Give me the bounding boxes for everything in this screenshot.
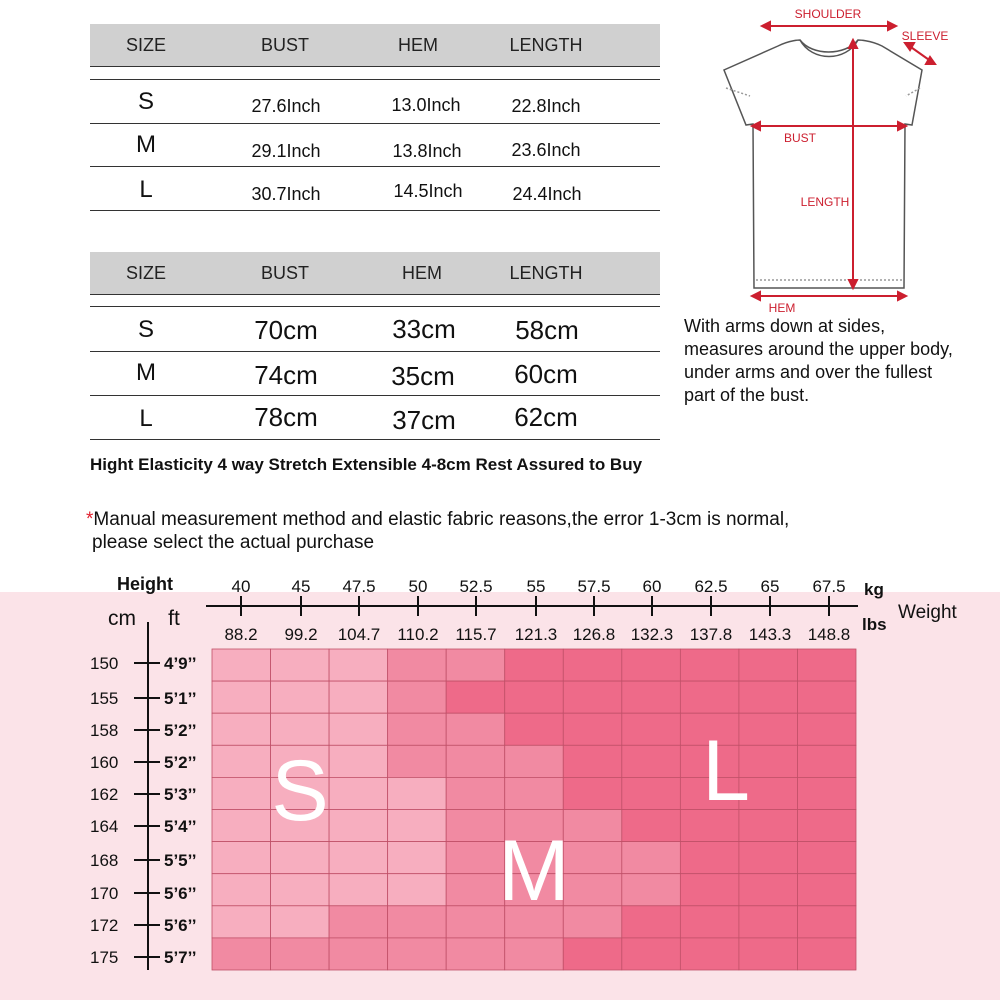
- height-ft-label: 5’6’’: [164, 916, 197, 935]
- size-cell-L: [797, 874, 856, 906]
- size-cell-S: [388, 874, 447, 906]
- measurement-disclaimer: [86, 508, 789, 554]
- lbs-tick-label: 121.3: [514, 625, 558, 644]
- header-hem: HEM: [402, 263, 442, 283]
- size-cell-S: [271, 906, 330, 938]
- size-cell-L: [797, 906, 856, 938]
- size-cell-S: [388, 810, 447, 842]
- size-cell-L: [505, 713, 564, 745]
- size-cell-S: [329, 713, 388, 745]
- size-cell-L: [563, 649, 622, 681]
- size-cell-L: [622, 777, 681, 809]
- size-cell-L: [505, 681, 564, 713]
- height-ft-label: 5’3’’: [164, 785, 197, 804]
- divider: [90, 66, 660, 67]
- bust-description-line: part of the bust.: [684, 385, 810, 405]
- region-label-l: L: [702, 723, 750, 819]
- divider: [90, 351, 660, 352]
- size-cell-L: [739, 938, 798, 970]
- kg-tick-label: 55: [526, 577, 546, 596]
- size-cell: M: [136, 131, 156, 158]
- shoulder-label: SHOULDER: [794, 7, 862, 21]
- height-cm-label: 158: [90, 721, 119, 740]
- size-cell-L: [739, 874, 798, 906]
- height-ft-label: 5’5’’: [164, 851, 197, 870]
- height-cm-label: 168: [90, 851, 119, 870]
- size-cell-L: [622, 649, 681, 681]
- length-cell: 60cm: [514, 359, 578, 389]
- size-cell-L: [797, 938, 856, 970]
- bust-label: BUST: [783, 131, 817, 145]
- size-cell-L: [622, 906, 681, 938]
- weight-axis-title: Weight: [898, 602, 957, 623]
- bust-description-line: measures around the upper body,: [684, 339, 953, 359]
- size-cell-S: [329, 810, 388, 842]
- height-cm-label: 172: [90, 916, 119, 935]
- lbs-tick-label: 104.7: [337, 625, 381, 644]
- lbs-tick-label: 148.8: [807, 625, 851, 644]
- height-ft-label: 5’7’’: [164, 948, 197, 967]
- divider: [90, 439, 660, 440]
- kg-tick-label: 67.5: [812, 577, 846, 596]
- size-cell-M: [388, 906, 447, 938]
- size-cell-L: [739, 906, 798, 938]
- bust-cell: 74cm: [254, 360, 318, 390]
- size-cell-S: [329, 745, 388, 777]
- cm-size-table: [90, 250, 660, 445]
- size-cell-L: [563, 681, 622, 713]
- size-cell-S: [388, 777, 447, 809]
- lbs-tick-label: 132.3: [630, 625, 674, 644]
- size-cell-L: [446, 681, 505, 713]
- size-cell-L: [622, 745, 681, 777]
- header-size: SIZE: [125, 35, 167, 55]
- hem-cell: 13.8Inch: [392, 141, 462, 161]
- size-cell-L: [797, 842, 856, 874]
- kg-tick-label: 62.5: [694, 577, 728, 596]
- size-cell-S: [212, 810, 271, 842]
- height-axis-title: Height: [117, 574, 173, 594]
- bust-cell: 29.1Inch: [251, 141, 321, 161]
- size-cell-M: [329, 906, 388, 938]
- size-cell-L: [622, 713, 681, 745]
- length-cell: 23.6Inch: [511, 140, 581, 160]
- size-cell-L: [622, 938, 681, 970]
- length-cell: 22.8Inch: [511, 96, 581, 116]
- length-label: LENGTH: [800, 195, 850, 209]
- size-cell-L: [797, 649, 856, 681]
- size-cell-S: [329, 681, 388, 713]
- size-cell-L: [622, 681, 681, 713]
- bust-description: [684, 315, 953, 407]
- size-cell-L: [563, 777, 622, 809]
- inch-size-table: [90, 0, 660, 215]
- kg-unit-label: kg: [864, 580, 884, 599]
- bust-cell: 30.7Inch: [251, 184, 321, 204]
- size-cell-S: [212, 842, 271, 874]
- size-cell-L: [797, 745, 856, 777]
- size-cell-L: [739, 649, 798, 681]
- size-cell-M: [388, 681, 447, 713]
- height-ft-label: 5’2’’: [164, 721, 197, 740]
- hem-cell: 35cm: [391, 361, 455, 391]
- size-cell-L: [505, 649, 564, 681]
- ft-axis-label: ft: [168, 607, 180, 630]
- height-cm-label: 170: [90, 884, 119, 903]
- height-ft-label: 4’9’’: [164, 654, 197, 673]
- size-cell-M: [388, 713, 447, 745]
- size-cell-M: [446, 874, 505, 906]
- size-cell-L: [739, 681, 798, 713]
- tshirt-measurement-diagram: [700, 0, 1000, 318]
- lbs-tick-label: 88.2: [224, 625, 258, 644]
- size-cell-S: [271, 681, 330, 713]
- header-length: LENGTH: [509, 35, 583, 55]
- kg-tick-label: 57.5: [577, 577, 611, 596]
- size-cell-L: [680, 874, 739, 906]
- size-cell-S: [329, 777, 388, 809]
- divider: [90, 123, 660, 124]
- bust-description-line: With arms down at sides,: [684, 316, 886, 336]
- size-cell-S: [212, 649, 271, 681]
- lbs-tick-label: 110.2: [397, 625, 439, 644]
- height-cm-label: 160: [90, 753, 119, 772]
- size-cell-L: [563, 713, 622, 745]
- size-cell-M: [446, 745, 505, 777]
- size-cell-S: [271, 874, 330, 906]
- size-cell-S: [271, 713, 330, 745]
- region-label-m: M: [498, 823, 570, 919]
- size-cell-M: [388, 938, 447, 970]
- sleeve-label: SLEEVE: [901, 29, 949, 43]
- height-cm-label: 162: [90, 785, 119, 804]
- size-cell-M: [446, 777, 505, 809]
- size-cell: S: [137, 88, 155, 115]
- size-cell-M: [388, 649, 447, 681]
- size-cell-M: [446, 842, 505, 874]
- size-cell-M: [212, 938, 271, 970]
- size-cell-M: [329, 938, 388, 970]
- size-cell-L: [680, 842, 739, 874]
- size-cell-L: [797, 713, 856, 745]
- divider: [90, 79, 660, 80]
- height-ft-label: 5’4’’: [164, 817, 197, 836]
- cm-table-header: [90, 252, 660, 294]
- header-hem: HEM: [398, 35, 438, 55]
- size-cell: L: [139, 176, 153, 203]
- size-cell: M: [136, 359, 156, 386]
- size-cell-M: [446, 810, 505, 842]
- lbs-tick-label: 99.2: [284, 625, 318, 644]
- size-cell-L: [563, 938, 622, 970]
- cm-axis-label: cm: [108, 607, 136, 630]
- kg-tick-label: 47.5: [342, 577, 376, 596]
- size-cell-M: [563, 842, 622, 874]
- size-cell-S: [212, 745, 271, 777]
- lbs-tick-label: 143.3: [748, 625, 792, 644]
- header-bust: BUST: [260, 35, 310, 55]
- height-ft-label: 5’2’’: [164, 753, 197, 772]
- size-cell-S: [212, 777, 271, 809]
- kg-tick-label: 60: [642, 577, 662, 596]
- size-cell-L: [680, 938, 739, 970]
- length-cell: 62cm: [514, 402, 578, 432]
- size-cell-M: [505, 745, 564, 777]
- size-cell-L: [622, 810, 681, 842]
- header-length: LENGTH: [509, 263, 583, 283]
- divider: [90, 166, 660, 167]
- size-chart: [0, 560, 1000, 1000]
- kg-tick-label: 65: [760, 577, 780, 596]
- size-cell-M: [446, 906, 505, 938]
- elasticity-note: Hight Elasticity 4 way Stretch Extensible 4-8cm Rest Assured to Buy: [90, 455, 643, 474]
- inch-table-header: [90, 24, 660, 66]
- size-cell-M: [563, 874, 622, 906]
- size-cell: S: [137, 316, 155, 343]
- size-cell-S: [212, 874, 271, 906]
- hem-label: HEM: [768, 301, 796, 315]
- asterisk: *: [86, 509, 94, 530]
- size-cell-S: [388, 842, 447, 874]
- size-cell: L: [139, 405, 153, 432]
- hem-cell: 33cm: [392, 314, 456, 344]
- size-cell-M: [388, 745, 447, 777]
- size-cell-L: [680, 681, 739, 713]
- size-cell-M: [505, 938, 564, 970]
- size-cell-M: [446, 649, 505, 681]
- size-cell-M: [446, 713, 505, 745]
- divider: [90, 210, 660, 211]
- header-bust: BUST: [260, 263, 310, 283]
- length-cell: 58cm: [515, 315, 579, 345]
- height-cm-label: 175: [90, 948, 119, 967]
- header-size: SIZE: [125, 263, 167, 283]
- size-cell-S: [271, 842, 330, 874]
- size-cell-S: [329, 874, 388, 906]
- bust-cell: 78cm: [254, 402, 318, 432]
- size-cell-S: [212, 681, 271, 713]
- divider: [90, 294, 660, 295]
- disclaimer-line-1: Manual measurement method and elastic fabric reasons,the error 1-3cm is normal,: [93, 509, 790, 530]
- size-cell-S: [329, 842, 388, 874]
- size-cell-S: [212, 713, 271, 745]
- size-cell-M: [271, 938, 330, 970]
- size-cell-L: [797, 777, 856, 809]
- size-cell-L: [563, 745, 622, 777]
- disclaimer-line-2: please select the actual purchase: [92, 532, 375, 553]
- height-ft-label: 5’6’’: [164, 884, 197, 903]
- region-label-s: S: [271, 743, 329, 839]
- hem-cell: 37cm: [392, 405, 456, 435]
- size-cell-M: [446, 938, 505, 970]
- size-cell-S: [212, 906, 271, 938]
- lbs-unit-label: lbs: [862, 615, 887, 634]
- size-cell-L: [739, 842, 798, 874]
- lbs-tick-label: 137.8: [689, 625, 733, 644]
- height-cm-label: 150: [90, 654, 119, 673]
- divider: [90, 306, 660, 307]
- size-cell-L: [680, 649, 739, 681]
- size-cell-S: [329, 649, 388, 681]
- size-cell-S: [271, 649, 330, 681]
- height-ft-label: 5’1’’: [164, 689, 197, 708]
- size-cell-M: [622, 874, 681, 906]
- bust-description-line: under arms and over the fullest: [684, 362, 933, 382]
- kg-tick-label: 50: [408, 577, 428, 596]
- bust-cell: 27.6Inch: [251, 96, 321, 116]
- tshirt-outline: [724, 40, 922, 288]
- hem-cell: 14.5Inch: [393, 181, 463, 201]
- hem-cell: 13.0Inch: [391, 95, 461, 115]
- length-cell: 24.4Inch: [512, 184, 582, 204]
- size-cell-L: [797, 810, 856, 842]
- size-cell-M: [505, 777, 564, 809]
- size-cell-M: [622, 842, 681, 874]
- height-cm-label: 155: [90, 689, 119, 708]
- bust-cell: 70cm: [254, 315, 318, 345]
- size-cell-M: [563, 810, 622, 842]
- kg-tick-label: 45: [291, 577, 311, 596]
- divider: [90, 395, 660, 396]
- size-cell-M: [563, 906, 622, 938]
- lbs-tick-label: 126.8: [572, 625, 616, 644]
- size-cell-L: [797, 681, 856, 713]
- kg-tick-label: 40: [231, 577, 251, 596]
- size-cell-L: [680, 906, 739, 938]
- lbs-tick-label: 115.7: [455, 625, 497, 644]
- height-cm-label: 164: [90, 817, 119, 836]
- kg-tick-label: 52.5: [459, 577, 493, 596]
